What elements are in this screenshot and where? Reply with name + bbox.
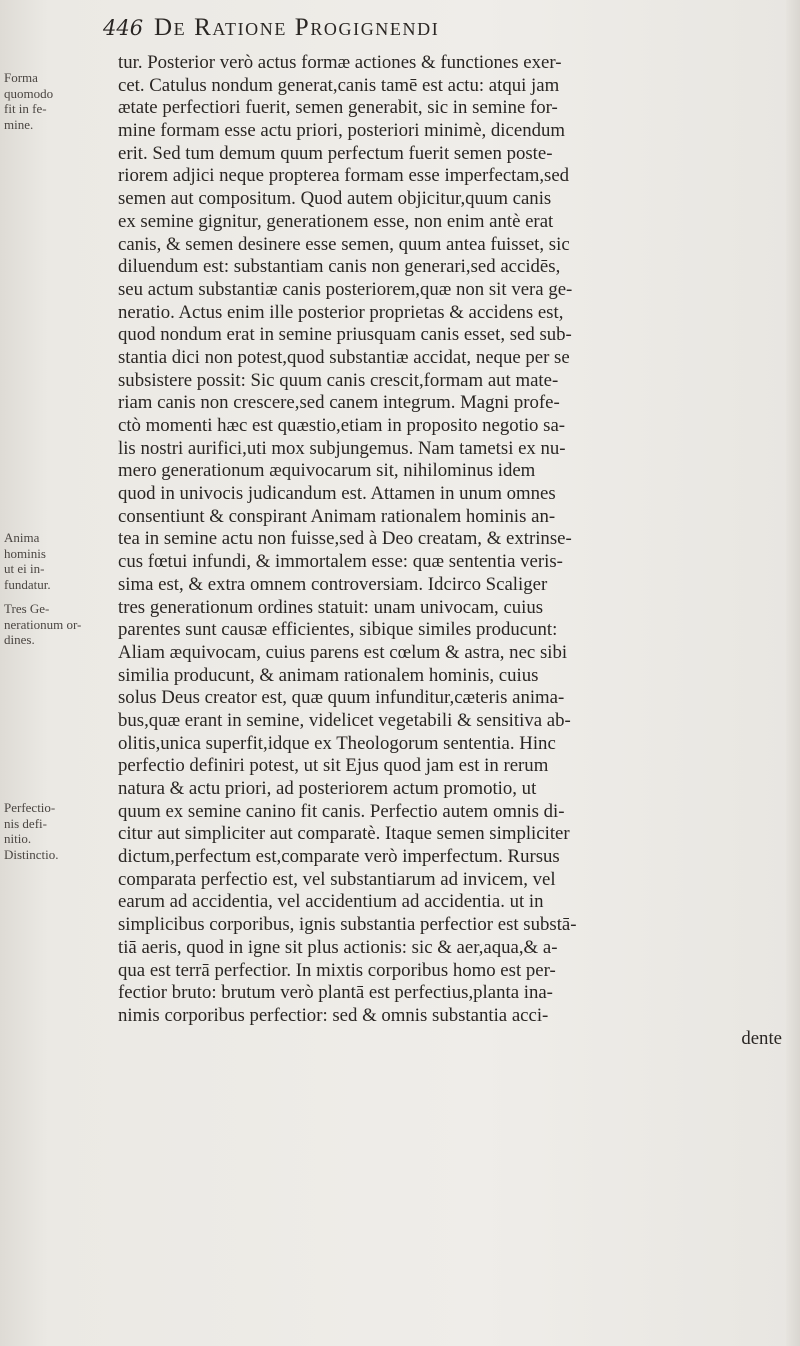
page-header bbox=[103, 14, 763, 50]
margin-note-line: dines. bbox=[4, 632, 35, 648]
margin-note-line: quomodo bbox=[4, 85, 54, 101]
margin-note-line: ut ei in- bbox=[4, 561, 45, 577]
text-line: parentes sunt causæ efficientes, sibique similes producunt: bbox=[118, 619, 558, 641]
text-line: perfectio definiri potest, ut sit Ejus quod jam est in rerum bbox=[118, 755, 549, 777]
text-line: mero generationum æquivocarum sit, nihilominus idem bbox=[118, 460, 536, 482]
text-line: comparata perfectio est, vel substantiarum ad invicem, vel bbox=[118, 868, 556, 890]
text-line: fectior bruto: brutum verò plantā est perfectius,planta ina- bbox=[118, 982, 553, 1004]
text-line: subsistere possit: Sic quum canis crescit,formam aut mate- bbox=[118, 369, 559, 391]
margin-note-line: Anima bbox=[4, 530, 40, 545]
margin-note-line: nitio. bbox=[4, 831, 32, 847]
margin-note-line: fit in fe- bbox=[4, 101, 47, 117]
text-line: canis, & semen desinere esse semen, quum antea fuisset, sic bbox=[118, 233, 570, 255]
text-line: diluendum est: substantiam canis non generari,sed accidēs, bbox=[118, 256, 561, 278]
text-line: lis nostri aurifici,uti mox subjungemus. Nam tametsi ex nu- bbox=[118, 437, 566, 459]
text-line: similia producunt, & animam rationalem hominis, cuius bbox=[118, 664, 539, 686]
text-line: erit. Sed tum demum quum perfectum fuerit semen poste- bbox=[118, 142, 553, 164]
text-line: consentiunt & conspirant Animam rationalem hominis an- bbox=[118, 505, 556, 527]
margin-note-line: Tres Ge- bbox=[4, 601, 50, 616]
text-line: simplicibus corporibus, ignis substantia perfectior est substā- bbox=[118, 914, 577, 936]
text-line: solus Deus creator est, quæ quum infunditur,cæteris anima- bbox=[118, 687, 565, 709]
margin-note-tres bbox=[4, 601, 100, 648]
text-line: riam canis non crescere,sed canem integrum. Magni profe- bbox=[118, 392, 560, 414]
text-line: seu actum substantiæ canis posteriorem,quæ non sit vera ge- bbox=[118, 278, 573, 300]
text-line: neratio. Actus enim ille posterior proprietas & accidens est, bbox=[118, 301, 564, 323]
text-line: dictum,perfectum est,comparate verò imperfectum. Rursus bbox=[118, 846, 560, 868]
text-line: tea in semine actu non fuisse,sed à Deo creatam, & extrinse- bbox=[118, 528, 572, 550]
margin-note-line: Perfectio- bbox=[4, 800, 56, 815]
text-line: earum ad accidentia, vel accidentium ad accidentia. ut in bbox=[118, 891, 544, 913]
margin-note-anima bbox=[4, 530, 100, 592]
text-line: mine formam esse actu priori, posteriori minimè, dicendum bbox=[118, 120, 565, 142]
margin-note-line: fundatur. bbox=[4, 576, 51, 592]
text-line: tiā aeris, quod in igne sit plus actionis: sic & aer,aqua,& a- bbox=[118, 936, 558, 958]
text-line: tur. Posterior verò actus formæ actiones & functiones exer- bbox=[118, 52, 562, 73]
text-line: ætate perfectiori fuerit, semen generabit, sic in semine for- bbox=[118, 97, 558, 119]
text-line: quod in univocis judicandum est. Attamen in unum omnes bbox=[118, 483, 556, 505]
text-line: ex semine gignitur, generationem esse, non enim antè erat bbox=[118, 210, 554, 232]
text-line: riorem adjici neque propterea formam esse imperfectam,sed bbox=[118, 165, 570, 187]
margin-note-forma bbox=[4, 70, 100, 132]
text-line: cet. Catulus nondum generat,canis tamē est actu: atqui jam bbox=[118, 74, 560, 96]
text-line: quod nondum erat in semine priusquam canis esset, sed sub- bbox=[118, 324, 572, 346]
margin-note-line: nis defi- bbox=[4, 815, 47, 831]
catchword: dente bbox=[741, 1027, 782, 1049]
text-line: cus fœtui infundi, & immortalem esse: quæ sententia veris- bbox=[118, 551, 563, 573]
text-line: Aliam æquivocam, cuius parens est cœlum & astra, nec sibi bbox=[118, 641, 568, 663]
body-text bbox=[118, 52, 800, 1050]
text-line: citur aut simpliciter aut comparatè. Itaque semen simpliciter bbox=[118, 823, 570, 845]
text-line: ctò momenti hæc est quæstio,etiam in proposito negotio sa- bbox=[118, 415, 566, 436]
text-line: nimis corporibus perfectior: sed & omnis substantia acci- bbox=[118, 1004, 549, 1026]
text-line: natura & actu priori, ad posteriorem actum promotio, ut bbox=[118, 778, 537, 799]
text-line: bus,quæ erant in semine, videlicet vegetabili & sensitiva ab- bbox=[118, 709, 571, 731]
text-line: quum ex semine canino fit canis. Perfectio autem omnis di- bbox=[118, 800, 565, 822]
text-line: tres generationum ordines statuit: unam univocam, cuius bbox=[118, 596, 544, 618]
margin-note-line: hominis bbox=[4, 545, 46, 561]
text-line: qua est terrā perfectior. In mixtis corporibus homo est per- bbox=[118, 959, 556, 981]
margin-note-perfectio bbox=[4, 800, 100, 862]
page-number: 446 bbox=[103, 16, 144, 40]
text-line: semen aut compositum. Quod autem objicitur,quum canis bbox=[118, 188, 552, 210]
margin-note-line: Forma bbox=[4, 70, 38, 85]
text-line: sima est, & extra omnem controversiam. Idcirco Scaliger bbox=[118, 573, 548, 595]
text-line: olitis,unica superfit,idque ex Theologorum sententia. Hinc bbox=[118, 732, 556, 754]
running-title: De Ratione Progignendi bbox=[154, 14, 440, 41]
margin-note-line: nerationum or- bbox=[4, 616, 82, 632]
text-line: stantia dici non potest,quod substantiæ accidat, neque per se bbox=[118, 346, 570, 368]
margin-note-line: mine. bbox=[4, 116, 34, 132]
margin-note-line: Distinctio. bbox=[4, 846, 59, 862]
